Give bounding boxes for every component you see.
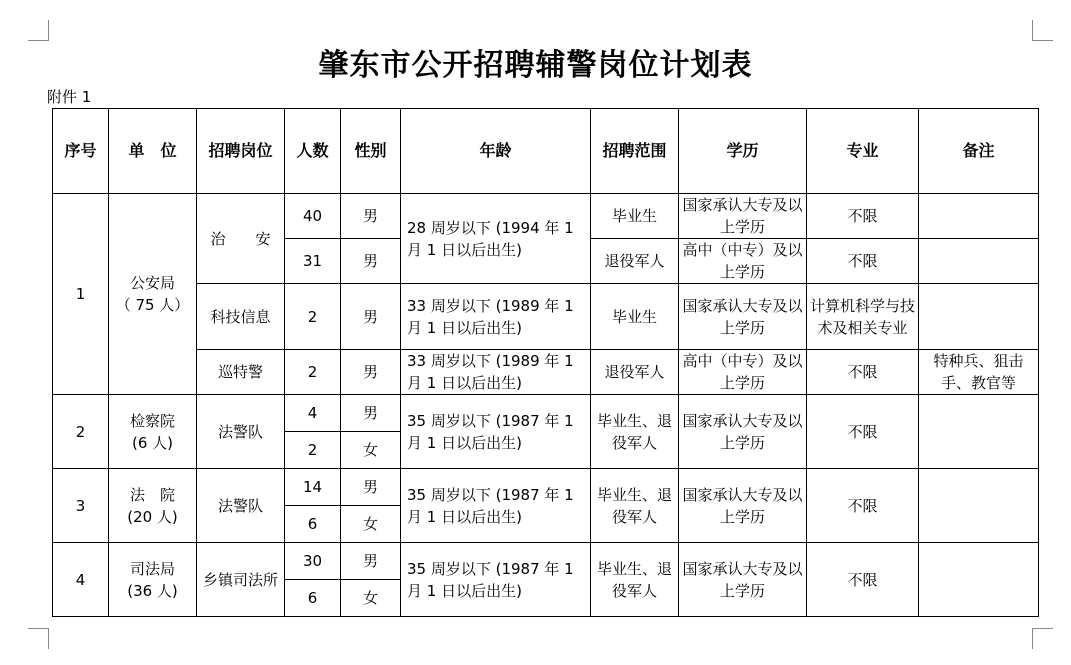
header-cell: 人数 bbox=[285, 109, 341, 194]
unit-cell: 公安局 （ 75 人） bbox=[109, 194, 197, 395]
education-cell: 国家承认大专及以上学历 bbox=[679, 543, 807, 617]
gender-cell: 女 bbox=[341, 506, 401, 543]
count-cell: 2 bbox=[285, 432, 341, 469]
unit-cell: 检察院 (6 人) bbox=[109, 395, 197, 469]
gender-cell: 男 bbox=[341, 239, 401, 284]
attachment-label: 附件 1 bbox=[47, 88, 92, 106]
scope-cell: 退役军人 bbox=[591, 350, 679, 395]
note-cell bbox=[919, 239, 1039, 284]
note-cell bbox=[919, 469, 1039, 543]
note-cell: 特种兵、狙击手、教官等 bbox=[919, 350, 1039, 395]
note-cell bbox=[919, 194, 1039, 239]
age-cell: 35 周岁以下 (1987 年 1 月 1 日以后出生) bbox=[401, 469, 591, 543]
post-cell: 治 安 bbox=[197, 194, 285, 284]
unit-cell: 法 院 (20 人) bbox=[109, 469, 197, 543]
header-cell: 招聘范围 bbox=[591, 109, 679, 194]
education-cell: 国家承认大专及以上学历 bbox=[679, 194, 807, 239]
education-cell: 国家承认大专及以上学历 bbox=[679, 284, 807, 350]
count-cell: 14 bbox=[285, 469, 341, 506]
age-cell: 35 周岁以下 (1987 年 1 月 1 日以后出生) bbox=[401, 395, 591, 469]
row-number: 1 bbox=[53, 194, 109, 395]
education-cell: 国家承认大专及以上学历 bbox=[679, 469, 807, 543]
gender-cell: 男 bbox=[341, 350, 401, 395]
header-cell: 性别 bbox=[341, 109, 401, 194]
education-cell: 高中（中专）及以上学历 bbox=[679, 350, 807, 395]
count-cell: 40 bbox=[285, 194, 341, 239]
unit-cell: 司法局 (36 人) bbox=[109, 543, 197, 617]
scope-cell: 毕业生、退役军人 bbox=[591, 543, 679, 617]
age-cell: 33 周岁以下 (1989 年 1 月 1 日以后出生) bbox=[401, 350, 591, 395]
count-cell: 31 bbox=[285, 239, 341, 284]
age-cell: 28 周岁以下 (1994 年 1 月 1 日以后出生) bbox=[401, 194, 591, 284]
age-cell: 35 周岁以下 (1987 年 1 月 1 日以后出生) bbox=[401, 543, 591, 617]
crop-mark-bottom-left bbox=[28, 628, 49, 649]
gender-cell: 男 bbox=[341, 395, 401, 432]
table-row bbox=[53, 194, 1039, 239]
scope-cell: 毕业生、退役军人 bbox=[591, 395, 679, 469]
document-title: 肇东市公开招聘辅警岗位计划表 bbox=[318, 48, 753, 83]
header-cell: 学历 bbox=[679, 109, 807, 194]
header-cell: 单 位 bbox=[109, 109, 197, 194]
row-number: 4 bbox=[53, 543, 109, 617]
gender-cell: 男 bbox=[341, 284, 401, 350]
header-cell: 专业 bbox=[807, 109, 919, 194]
scope-cell: 毕业生 bbox=[591, 194, 679, 239]
row-number: 2 bbox=[53, 395, 109, 469]
scope-cell: 退役军人 bbox=[591, 239, 679, 284]
count-cell: 4 bbox=[285, 395, 341, 432]
gender-cell: 男 bbox=[341, 469, 401, 506]
table-row bbox=[53, 284, 1039, 350]
major-cell: 不限 bbox=[807, 239, 919, 284]
note-cell bbox=[919, 543, 1039, 617]
post-cell: 法警队 bbox=[197, 469, 285, 543]
major-cell: 不限 bbox=[807, 543, 919, 617]
crop-mark-top-right bbox=[1032, 20, 1053, 41]
count-cell: 2 bbox=[285, 284, 341, 350]
post-cell: 科技信息 bbox=[197, 284, 285, 350]
table-row bbox=[53, 469, 1039, 506]
gender-cell: 女 bbox=[341, 580, 401, 617]
post-cell: 法警队 bbox=[197, 395, 285, 469]
major-cell: 不限 bbox=[807, 395, 919, 469]
major-cell: 不限 bbox=[807, 194, 919, 239]
table-row bbox=[53, 395, 1039, 432]
crop-mark-bottom-right bbox=[1032, 628, 1053, 649]
major-cell: 不限 bbox=[807, 469, 919, 543]
crop-mark-top-left bbox=[28, 20, 49, 41]
table-row bbox=[53, 543, 1039, 580]
header-cell: 年龄 bbox=[401, 109, 591, 194]
scope-cell: 毕业生 bbox=[591, 284, 679, 350]
age-cell: 33 周岁以下 (1989 年 1 月 1 日以后出生) bbox=[401, 284, 591, 350]
row-number: 3 bbox=[53, 469, 109, 543]
gender-cell: 男 bbox=[341, 543, 401, 580]
note-cell bbox=[919, 395, 1039, 469]
count-cell: 30 bbox=[285, 543, 341, 580]
education-cell: 高中（中专）及以上学历 bbox=[679, 239, 807, 284]
header-cell: 招聘岗位 bbox=[197, 109, 285, 194]
recruitment-plan-table bbox=[52, 108, 1039, 617]
gender-cell: 男 bbox=[341, 194, 401, 239]
table-header-row bbox=[53, 109, 1039, 194]
header-cell: 序号 bbox=[53, 109, 109, 194]
count-cell: 6 bbox=[285, 580, 341, 617]
major-cell: 计算机科学与技术及相关专业 bbox=[807, 284, 919, 350]
note-cell bbox=[919, 284, 1039, 350]
header-cell: 备注 bbox=[919, 109, 1039, 194]
major-cell: 不限 bbox=[807, 350, 919, 395]
education-cell: 国家承认大专及以上学历 bbox=[679, 395, 807, 469]
post-cell: 巡特警 bbox=[197, 350, 285, 395]
post-cell: 乡镇司法所 bbox=[197, 543, 285, 617]
scope-cell: 毕业生、退役军人 bbox=[591, 469, 679, 543]
count-cell: 2 bbox=[285, 350, 341, 395]
gender-cell: 女 bbox=[341, 432, 401, 469]
count-cell: 6 bbox=[285, 506, 341, 543]
table-row bbox=[53, 350, 1039, 395]
